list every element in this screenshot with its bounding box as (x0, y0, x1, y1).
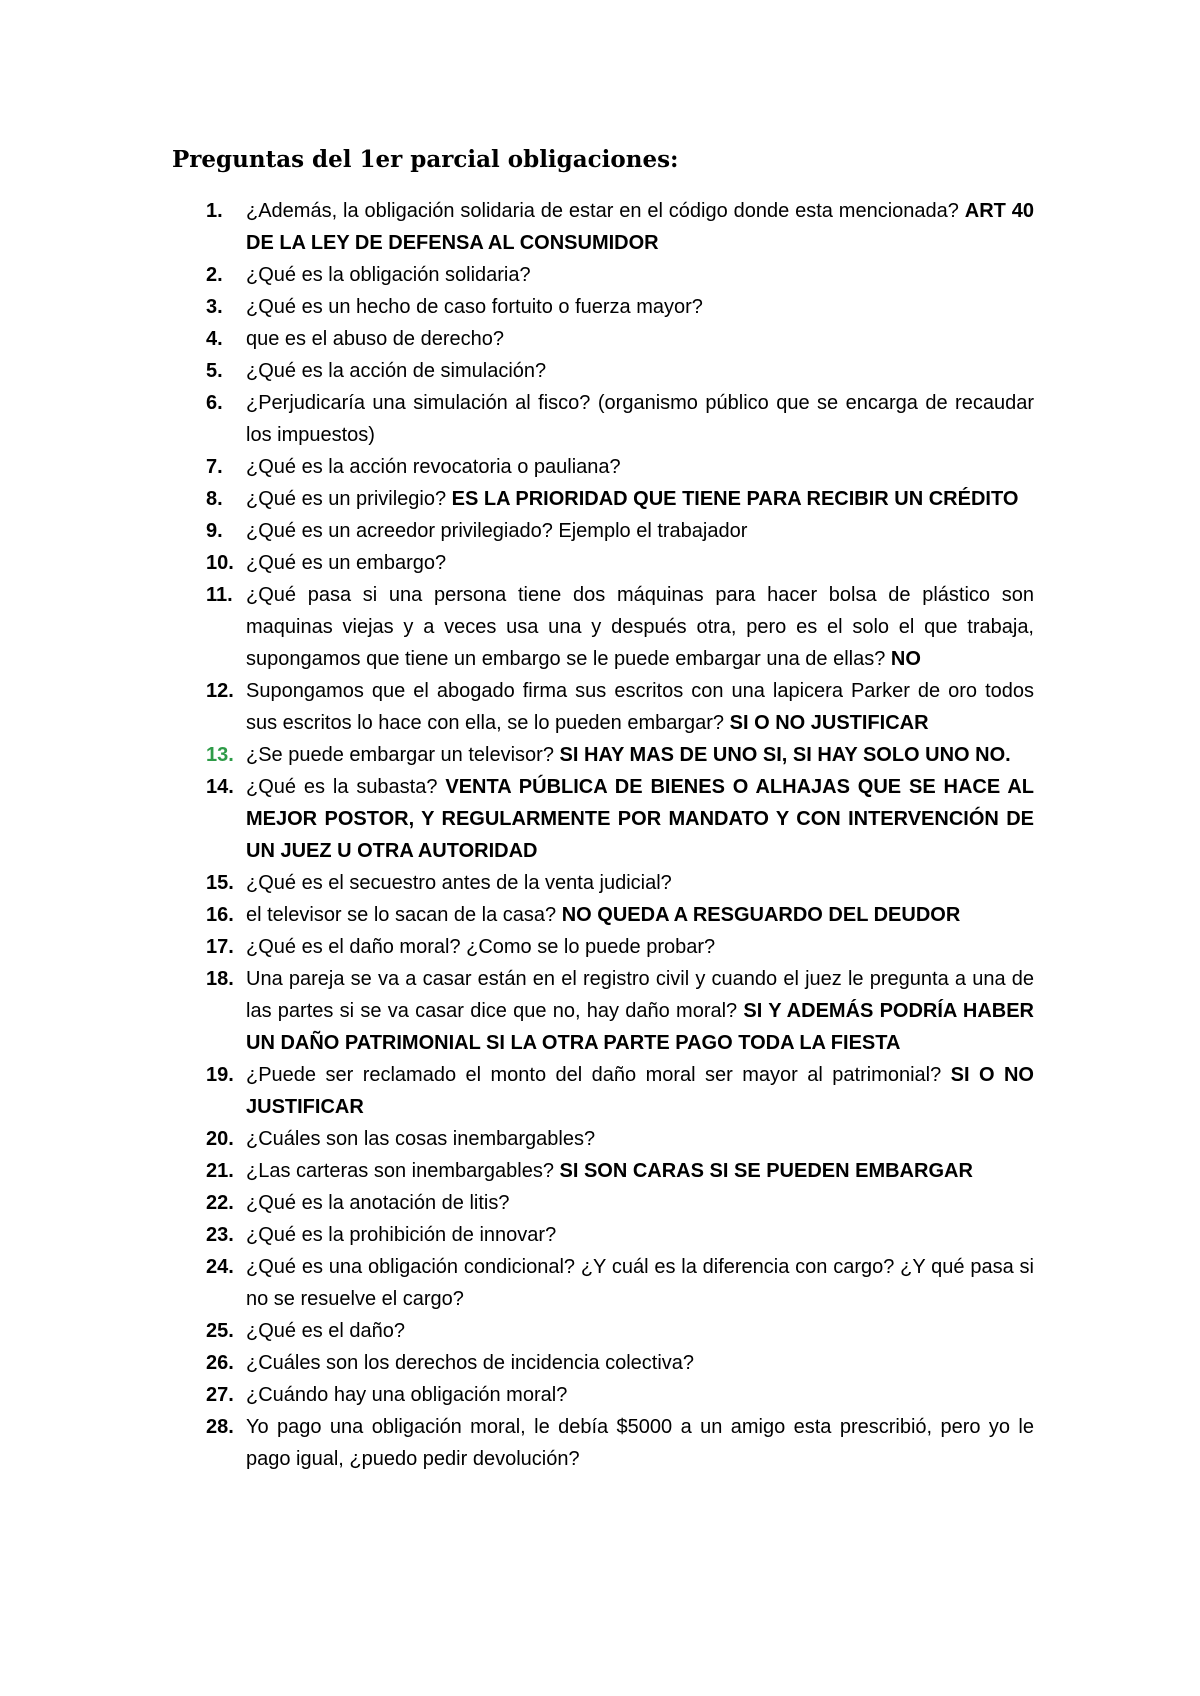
question-text: ¿Qué es un hecho de caso fortuito o fuerza mayor? (246, 296, 703, 318)
question-answer: SI Y ADEMÁS PODRÍA HABER UN DAÑO PATRIMONIAL SI LA OTRA PARTE PAGO TODA LA FIESTA (246, 1000, 1034, 1054)
question-text: ¿Qué es la anotación de litis? (246, 1192, 510, 1214)
question-item (206, 1123, 1034, 1155)
question-number: 16. (206, 904, 234, 926)
question-answer: SI O NO JUSTIFICAR (729, 712, 929, 734)
question-text: ¿Qué es un acreedor privilegiado? Ejemplo el trabajador (246, 520, 748, 542)
question-text: ¿Cuáles son los derechos de incidencia colectiva? (246, 1352, 695, 1374)
question-item (206, 675, 1034, 739)
question-item (206, 771, 1034, 867)
question-item (206, 259, 1034, 291)
question-text: Yo pago una obligación moral, le debía $5000 a un amigo esta prescribió, pero yo le pago igual, ¿puedo pedir devolución? (246, 1416, 1034, 1470)
question-number: 2. (206, 264, 223, 286)
question-text: ¿Qué pasa si una persona tiene dos máquinas para hacer bolsa de plástico son maquinas viejas y a veces usa una y después otra, pero es el solo el que trabaja, supongamos que tiene un embargo se le puede embargar una de ellas? (246, 584, 1034, 670)
question-item (206, 579, 1034, 675)
question-text: Una pareja se va a casar están en el registro civil y cuando el juez le pregunta a una de las partes si se va casar dice que no, hay daño moral? (246, 968, 1034, 1022)
question-item (206, 867, 1034, 899)
question-number: 9. (206, 520, 223, 542)
question-item (206, 323, 1034, 355)
question-item (206, 387, 1034, 451)
question-text: ¿Qué es la prohibición de innovar? (246, 1224, 557, 1246)
question-text: ¿Cuándo hay una obligación moral? (246, 1384, 568, 1406)
question-number: 12. (206, 680, 234, 702)
question-number: 15. (206, 872, 234, 894)
question-text: Supongamos que el abogado firma sus escritos con una lapicera Parker de oro todos sus escritos lo hace con ella, se lo pueden embargar? (246, 680, 1034, 734)
question-item (206, 547, 1034, 579)
question-number: 6. (206, 392, 223, 414)
question-text: ¿Qué es una obligación condicional? ¿Y cuál es la diferencia con cargo? ¿Y qué pasa si no se resuelve el cargo? (246, 1256, 1034, 1310)
question-number: 21. (206, 1160, 234, 1182)
question-text: ¿Qué es la acción de simulación? (246, 360, 547, 382)
question-item (206, 515, 1034, 547)
question-text: el televisor se lo sacan de la casa? (246, 904, 562, 926)
question-item (206, 1251, 1034, 1315)
question-text: ¿Además, la obligación solidaria de estar en el código donde esta mencionada? (246, 200, 965, 222)
question-answer: SI O NO JUSTIFICAR (246, 1064, 1034, 1118)
question-number: 13. (206, 744, 234, 766)
question-item (206, 195, 1034, 259)
question-number: 4. (206, 328, 223, 350)
question-item (206, 291, 1034, 323)
question-number: 26. (206, 1352, 234, 1374)
question-number: 3. (206, 296, 223, 318)
question-answer: SI SON CARAS SI SE PUEDEN EMBARGAR (559, 1160, 973, 1182)
question-item (206, 355, 1034, 387)
question-number: 7. (206, 456, 223, 478)
question-answer: ES LA PRIORIDAD QUE TIENE PARA RECIBIR UN CRÉDITO (451, 488, 1019, 510)
question-number: 14. (206, 776, 234, 798)
question-text: ¿Qué es la obligación solidaria? (246, 264, 531, 286)
question-text: ¿Qué es el daño? (246, 1320, 405, 1342)
question-item (206, 1315, 1034, 1347)
question-number: 10. (206, 552, 234, 574)
question-list (206, 195, 1034, 1475)
question-text: ¿Perjudicaría una simulación al fisco? (organismo público que se encarga de recaudar los impuestos) (246, 392, 1034, 446)
question-item (206, 1411, 1034, 1475)
question-number: 23. (206, 1224, 234, 1246)
question-item (206, 1187, 1034, 1219)
question-answer: NO QUEDA A RESGUARDO DEL DEUDOR (561, 904, 961, 926)
question-item (206, 1379, 1034, 1411)
question-number: 28. (206, 1416, 234, 1438)
question-number: 5. (206, 360, 223, 382)
question-text: ¿Qué es el daño moral? ¿Como se lo puede probar? (246, 936, 716, 958)
question-item (206, 739, 1034, 771)
question-number: 27. (206, 1384, 234, 1406)
question-item (206, 1059, 1034, 1123)
question-text: que es el abuso de derecho? (246, 328, 504, 350)
question-number: 24. (206, 1256, 234, 1278)
question-text: ¿Cuáles son las cosas inembargables? (246, 1128, 596, 1150)
question-item (206, 1347, 1034, 1379)
question-number: 8. (206, 488, 223, 510)
question-number: 22. (206, 1192, 234, 1214)
question-text: ¿Qué es el secuestro antes de la venta judicial? (246, 872, 672, 894)
question-text: ¿Puede ser reclamado el monto del daño moral ser mayor al patrimonial? (246, 1064, 951, 1086)
question-number: 1. (206, 200, 223, 222)
question-answer: SI HAY MAS DE UNO SI, SI HAY SOLO UNO NO. (559, 744, 1011, 766)
question-text: ¿Qué es la acción revocatoria o pauliana? (246, 456, 621, 478)
question-number: 18. (206, 968, 234, 990)
question-item (206, 1219, 1034, 1251)
question-text: ¿Las carteras son inembargables? (246, 1160, 560, 1182)
question-number: 17. (206, 936, 234, 958)
question-text: ¿Se puede embargar un televisor? (246, 744, 560, 766)
question-answer: VENTA PÚBLICA DE BIENES O ALHAJAS QUE SE HACE AL MEJOR POSTOR, Y REGULARMENTE POR MANDATO Y CON INTERVENCIÓN DE UN JUEZ U OTRA AUTORIDAD (246, 776, 1034, 862)
question-item (206, 1155, 1034, 1187)
question-answer: ART 40 DE LA LEY DE DEFENSA AL CONSUMIDOR (246, 200, 1035, 254)
question-text: ¿Qué es un privilegio? (246, 488, 452, 510)
question-number: 20. (206, 1128, 234, 1150)
question-item (206, 899, 1034, 931)
question-item (206, 483, 1034, 515)
page-title: Preguntas del 1er parcial obligaciones: (172, 146, 679, 173)
question-item (206, 963, 1034, 1059)
question-text: ¿Qué es la subasta? (246, 776, 446, 798)
question-number: 11. (206, 584, 233, 606)
question-text: ¿Qué es un embargo? (246, 552, 447, 574)
question-number: 19. (206, 1064, 234, 1086)
question-number: 25. (206, 1320, 234, 1342)
question-item (206, 451, 1034, 483)
question-answer: NO (890, 648, 921, 670)
question-item (206, 931, 1034, 963)
